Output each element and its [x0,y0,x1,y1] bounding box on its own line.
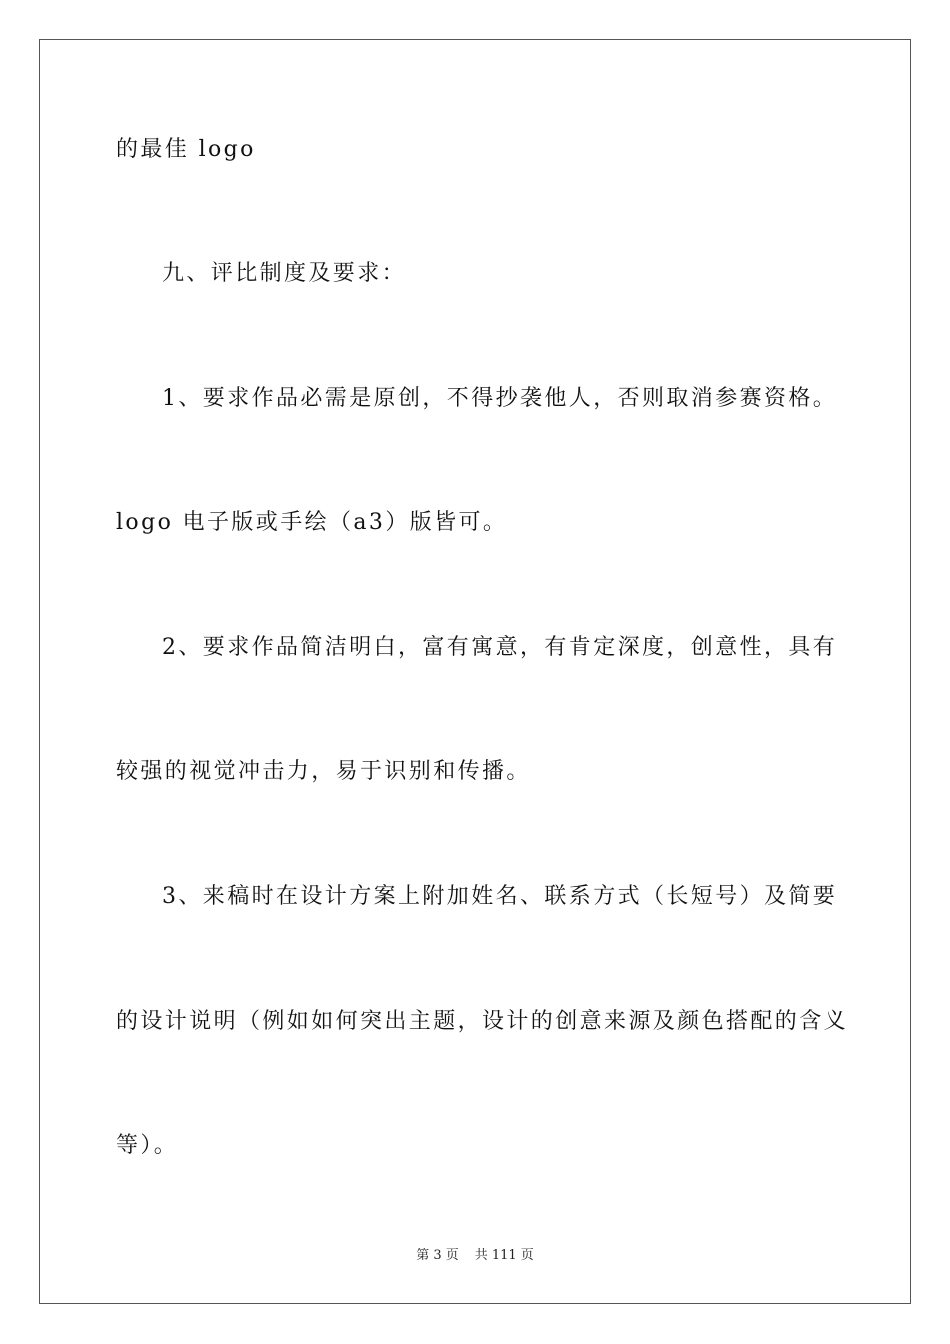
page-footer [0,1247,950,1265]
text-line: 的设计说明（例如如何突出主题，设计的创意来源及颜色搭配的含义 [116,1009,849,1034]
text-line: 的最佳 logo [116,137,256,162]
text-line: 3、来稿时在设计方案上附加姓名、联系方式（长短号）及简要 [162,884,838,909]
page-total: 共 111 页 [474,1248,534,1263]
text-line: 2、要求作品简洁明白，富有寓意，有肯定深度，创意性，具有 [162,635,838,660]
text-line: 1、要求作品必需是原创，不得抄袭他人，否则取消参赛资格。 [162,386,838,411]
text-line: 较强的视觉冲击力，易于识别和传播。 [116,759,531,784]
text-line: 等）。 [116,1133,179,1158]
page-frame [39,39,911,1304]
page-number: 第 3 页 [416,1248,459,1263]
section-heading: 九、评比制度及要求： [162,261,407,286]
text-line: logo 电子版或手绘（a3）版皆可。 [116,510,508,535]
